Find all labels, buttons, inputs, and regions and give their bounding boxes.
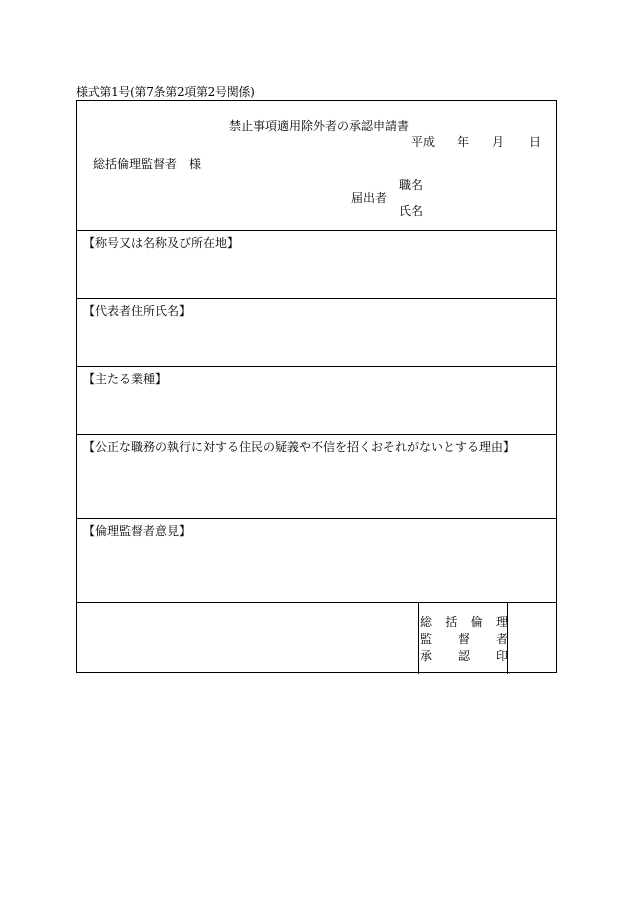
approval-char: 理 bbox=[495, 615, 508, 629]
application-form bbox=[76, 100, 557, 673]
section-label: 【称号又は名称及び所在地】 bbox=[83, 236, 240, 250]
approval-row bbox=[420, 631, 508, 648]
form-header bbox=[77, 101, 556, 230]
date-day: 日 bbox=[529, 135, 542, 149]
approval-char: 印 bbox=[495, 649, 508, 663]
section-label: 【主たる業種】 bbox=[83, 372, 168, 386]
addressee: 総括倫理監督者 様 bbox=[93, 157, 202, 171]
section-label: 【代表者住所氏名】 bbox=[83, 304, 192, 318]
name-label: 氏名 bbox=[399, 204, 424, 218]
date-era: 平成 bbox=[411, 135, 436, 149]
approval-char: 者 bbox=[495, 632, 508, 646]
approval-label bbox=[420, 614, 508, 665]
approval-char: 総 bbox=[420, 615, 433, 629]
form-number-label: 様式第1号(第7条第2項第2号関係) bbox=[76, 85, 255, 99]
section-representative bbox=[77, 298, 556, 366]
approval-left-border bbox=[418, 602, 419, 674]
approval-row bbox=[420, 614, 508, 631]
section-supervisor-opinion bbox=[77, 518, 556, 602]
approval-char: 倫 bbox=[470, 615, 483, 629]
date-month: 月 bbox=[492, 135, 505, 149]
date-year: 年 bbox=[457, 135, 470, 149]
section-business-type bbox=[77, 366, 556, 434]
section-label: 【公正な職務の執行に対する住民の疑義や不信を招くおそれがないとする理由】 bbox=[83, 440, 516, 454]
section-name-address bbox=[77, 230, 556, 298]
form-title: 禁止事項適用除外者の承認申請書 bbox=[229, 119, 410, 133]
applicant-label: 届出者 bbox=[351, 191, 388, 205]
section-label: 【倫理監督者意見】 bbox=[83, 524, 192, 538]
approval-char: 監 bbox=[420, 632, 433, 646]
approval-char: 認 bbox=[457, 649, 470, 663]
approval-char: 承 bbox=[420, 649, 433, 663]
position-label: 職名 bbox=[399, 178, 424, 192]
section-reason bbox=[77, 434, 556, 518]
approval-char: 督 bbox=[457, 632, 470, 646]
approval-char: 括 bbox=[445, 615, 458, 629]
divider bbox=[77, 602, 556, 603]
approval-row bbox=[420, 648, 508, 665]
